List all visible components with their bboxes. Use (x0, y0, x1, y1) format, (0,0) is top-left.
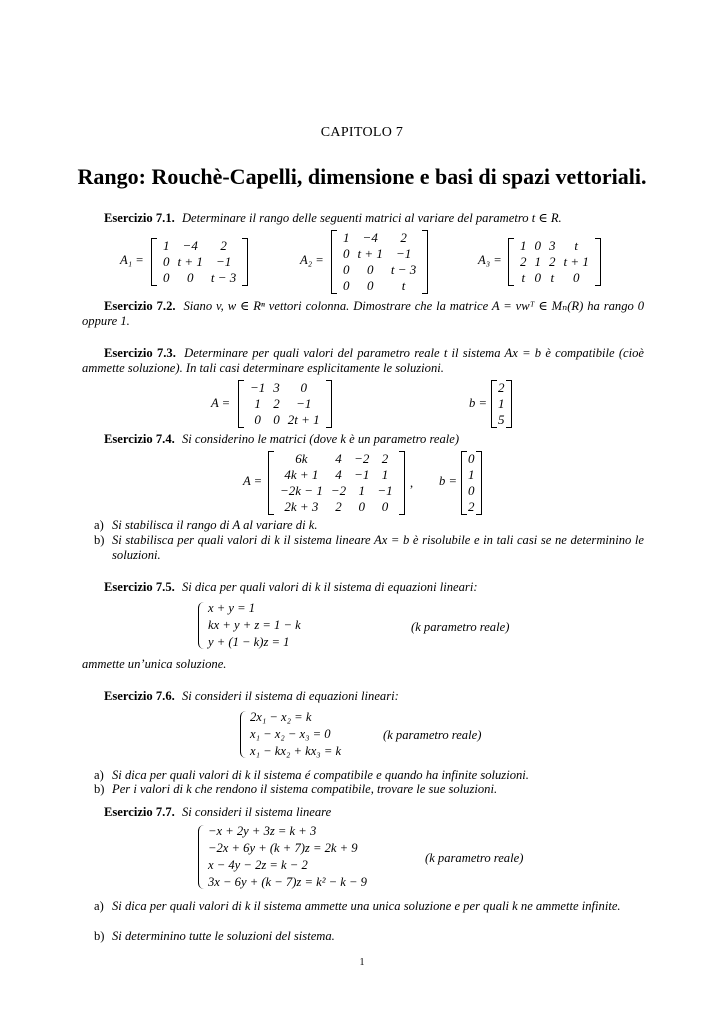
matrix-label-a: A = (211, 396, 231, 410)
matrix-cell: 3 (549, 238, 556, 253)
matrix-cell: 0 (186, 270, 194, 285)
vector-b (491, 380, 512, 428)
list-item (94, 533, 644, 562)
matrix-cell: 0 (163, 254, 170, 269)
list-item (94, 929, 644, 944)
matrix-a (238, 380, 332, 428)
matrix-cell: 0 (468, 483, 475, 498)
item-marker: a) (94, 518, 104, 532)
exercise-7-7 (82, 805, 644, 820)
matrix-cell: t (574, 238, 578, 253)
list-item (94, 518, 644, 533)
matrix-cell: 0 (572, 270, 580, 285)
exercise-label: Esercizio 7.5. (104, 580, 175, 594)
matrix-cell: 4 (335, 467, 342, 482)
matrix-cell: t + 1 (357, 246, 383, 261)
exercise-text: Si dica per quali valori di k il sistema di equazioni lineari: (181, 580, 478, 594)
matrix-cell: 1 (163, 238, 170, 253)
page-number: 1 (359, 957, 365, 968)
matrix-cell: −1 (215, 254, 232, 269)
list-item (94, 768, 644, 783)
equation: 3x − 6y + (k − 7)z = k² − k − 9 (208, 875, 367, 889)
matrix-a (268, 451, 405, 515)
matrix-label-a3: A₃ = (478, 253, 502, 267)
item-marker: b) (94, 929, 105, 943)
matrix-cell: 0 (273, 412, 280, 427)
matrix-cell: 2 (468, 499, 475, 514)
exercise-text: Si consideri il sistema lineare (181, 805, 332, 819)
matrix-cell: t + 1 (177, 254, 203, 269)
item-marker: a) (94, 899, 104, 913)
matrix-cell: 2k + 3 (284, 499, 319, 514)
list-item (94, 899, 644, 914)
equation-system (240, 709, 341, 760)
matrix-cell: t (550, 270, 555, 285)
item-text: Si stabilisca il rango di A al variare di k. (112, 518, 318, 532)
exercise-7-5 (82, 580, 644, 595)
exercise-text: Si consideri il sistema di equazioni lineari: (181, 689, 399, 703)
matrix-cell: 0 (366, 278, 374, 293)
matrix-cell: 1 (468, 467, 475, 482)
equation: y + (1 − k)z = 1 (208, 635, 290, 649)
equation: x − 4y − 2z = k − 2 (208, 858, 308, 872)
equation: x₁ − kx₂ + kx₃ = k (250, 744, 342, 758)
item-text: Si stabilisca per quali valori di k il sistema lineare Ax = b è risolubile e in tali casi se ne determinino le soluzioni. (112, 533, 644, 562)
equation: x + y = 1 (208, 601, 256, 615)
equation: −2x + 6y + (k + 7)z = 2k + 9 (208, 841, 358, 855)
item-marker: b) (94, 782, 105, 796)
item-marker: a) (94, 768, 104, 782)
equation-system (198, 600, 301, 651)
matrix-cell: 0 (381, 499, 389, 514)
matrix-cell: −2 (354, 451, 370, 466)
exercise-label: Esercizio 7.6. (104, 689, 175, 703)
matrix-cell: 2 (520, 254, 527, 269)
parameter-note: (k parametro reale) (383, 728, 482, 742)
parameter-note: (k parametro reale) (411, 620, 510, 634)
list-item (94, 782, 644, 797)
matrix-cell: 0 (366, 262, 374, 277)
matrix-cell: 0 (534, 238, 541, 253)
matrix-cell: 1 (343, 230, 350, 245)
matrix-cell: 2t + 1 (287, 412, 320, 427)
matrix-cell: 2 (381, 451, 389, 466)
chapter-heading: CAPITOLO 7 (320, 125, 404, 140)
matrix-cell: 6k (295, 451, 308, 466)
matrix-cell: −2k − 1 (280, 483, 323, 498)
exercise-label: Esercizio 7.4. (104, 432, 175, 446)
vector-label-b: b = (439, 474, 457, 488)
matrix-cell: t (401, 278, 406, 293)
matrix-cell: −1 (250, 380, 266, 395)
equation: −x + 2y + 3z = k + 3 (208, 824, 317, 838)
matrix-cell: 1 (520, 238, 527, 253)
matrix-cell: 0 (300, 380, 307, 395)
matrix-cell: −1 (377, 483, 393, 498)
equation-system (198, 823, 367, 891)
matrix-cell: −1 (296, 396, 312, 411)
equation: x₁ − x₂ − x₃ = 0 (250, 727, 331, 741)
exercise-7-6 (82, 689, 644, 704)
exercise-label: Esercizio 7.3. (104, 346, 176, 360)
exercise-7-4 (82, 432, 644, 447)
matrix-cell: −2 (330, 483, 347, 498)
matrix-cell: 0 (343, 246, 350, 261)
matrix-cell: −1 (395, 246, 412, 261)
parameter-note: (k parametro reale) (425, 851, 524, 865)
matrix-cell: 0 (534, 270, 541, 285)
matrix-cell: 2 (549, 254, 556, 269)
system-brace (198, 602, 205, 649)
matrix-cell: 0 (358, 499, 365, 514)
matrix-cell: 1 (534, 254, 541, 269)
matrix-cell: −4 (182, 238, 198, 253)
matrix-cell: 4 (335, 451, 342, 466)
item-marker: b) (94, 533, 105, 547)
exercise-text: Determinare il rango delle seguenti matrici al variare del parametro t ∈ R. (181, 211, 562, 225)
matrix-cell: t − 3 (390, 262, 417, 277)
item-text: Si determinino tutte le soluzioni del sistema. (112, 929, 335, 943)
item-text: Si dica per quali valori di k il sistema ammette una unica soluzione e per quali k ne ammette infinite. (112, 899, 621, 913)
exercise-text: Si considerino le matrici (dove k è un parametro reale) (181, 432, 460, 446)
vector-label-b: b = (469, 396, 487, 410)
matrix-label-a: A = (243, 474, 263, 488)
matrix-cell: 2 (400, 230, 407, 245)
matrix-label-a1: A₁ = (120, 253, 144, 267)
matrix-cell: 0 (343, 262, 350, 277)
exercise-continuation: ammette un’unica soluzione. (82, 657, 227, 671)
matrix-cell: 1 (498, 396, 505, 411)
exercise-text: Determinare per quali valori del parametro reale t il sistema Ax = b è compatibile (cioè ammette soluzione). In tali casi determinare esplicitamente le soluzioni. (82, 346, 644, 375)
exercise-label: Esercizio 7.1. (104, 211, 175, 225)
exercise-text: Siano v, w ∈ Rⁿ vettori colonna. Dimostrare che la matrice A = vwᵀ ∈ Mₙ(R) ha rango 0 oppure 1. (82, 299, 644, 328)
page-title: Rango: Rouchè-Capelli, dimensione e basi di spazi vettoriali. (77, 164, 647, 189)
matrix-cell: t + 1 (563, 254, 589, 269)
system-brace (198, 825, 205, 889)
exercise-label: Esercizio 7.7. (104, 805, 175, 819)
matrix-cell: 4k + 1 (284, 467, 319, 482)
matrix-cell: t − 3 (210, 270, 237, 285)
matrix-a1 (151, 238, 248, 286)
matrix-cell: 0 (468, 451, 475, 466)
matrix-cell: 1 (254, 396, 261, 411)
matrix-cell: 0 (163, 270, 170, 285)
matrix-cell: −4 (362, 230, 378, 245)
matrix-cell: 0 (343, 278, 350, 293)
vector-b (461, 451, 482, 515)
matrix-cell: 1 (381, 467, 389, 482)
matrix-cell: 2 (273, 396, 280, 411)
matrix-cell: 5 (498, 412, 505, 427)
item-text: Si dica per quali valori di k il sistema é compatibile e quando ha infinite soluzioni. (112, 768, 529, 782)
matrix-a2 (331, 230, 428, 294)
matrix-cell: −1 (354, 467, 370, 482)
matrix-a3 (508, 238, 601, 286)
exercise-7-2 (82, 299, 644, 329)
matrix-label-a2: A₂ = (300, 253, 324, 267)
matrix-cell: 3 (273, 380, 280, 395)
matrix-cell: 0 (254, 412, 261, 427)
item-text: Per i valori di k che rendono il sistema compatibile, trovare le sue soluzioni. (112, 782, 498, 796)
matrix-cell: 2 (498, 380, 505, 395)
equation: kx + y + z = 1 − k (208, 618, 301, 632)
exercise-7-3 (82, 346, 644, 376)
matrix-cell: 1 (358, 483, 365, 498)
matrix-cell: t (521, 270, 526, 285)
system-brace (240, 711, 247, 758)
exercise-label: Esercizio 7.2. (104, 299, 176, 313)
separator-comma: , (410, 476, 414, 490)
matrix-cell: 2 (335, 499, 342, 514)
equation: 2x₁ − x₂ = k (250, 710, 312, 724)
exercise-7-1 (82, 211, 644, 226)
matrix-cell: 2 (220, 238, 227, 253)
